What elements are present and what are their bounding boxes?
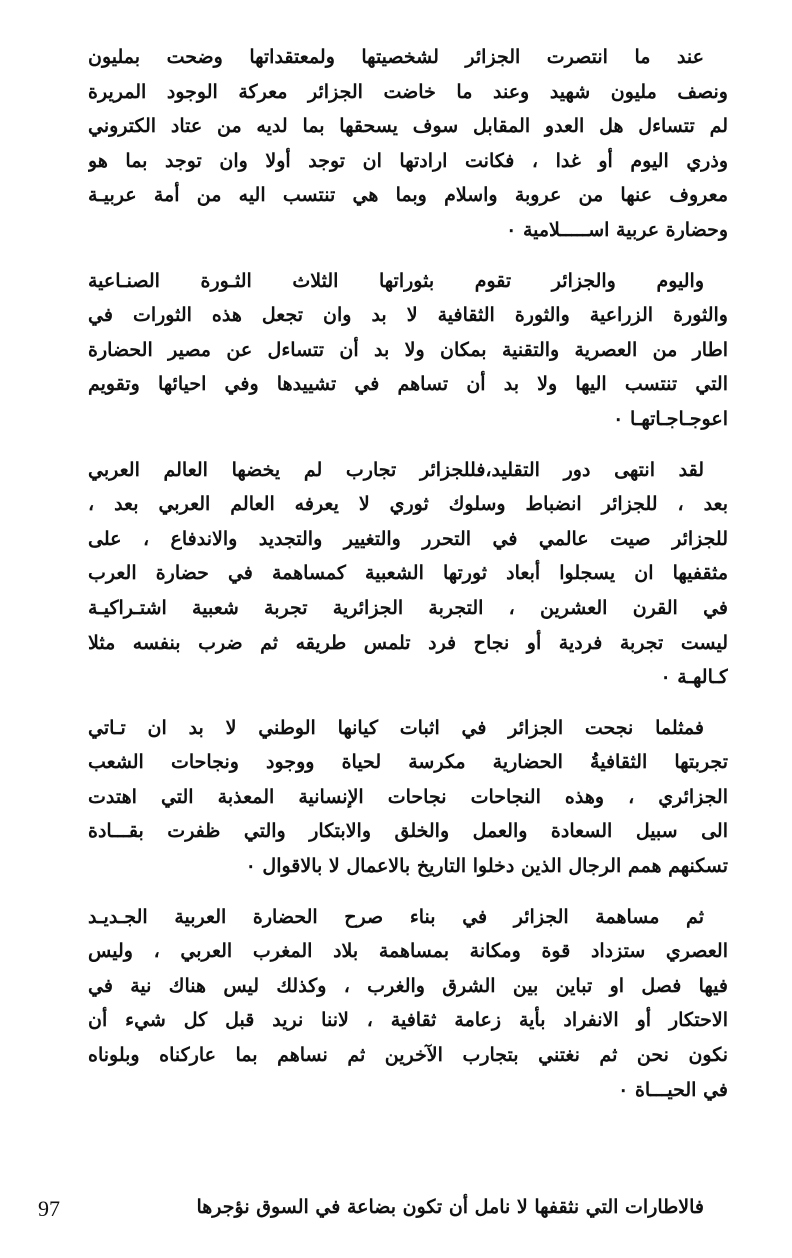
text-line: العصري ستزداد قوة ومكانة بمساهمة بلاد المغرب العربي ، وليس	[88, 940, 728, 963]
text-line: ثم مساهمة الجزائر في بناء صرح الحضارة العربية الجـديـد	[88, 905, 704, 928]
text-line: واليوم والجزائر تقوم بثوراتها الثلاث الثـورة الصنـاعية	[88, 269, 704, 292]
text-line: الى سبيل السعادة والعمل والخلق والابتكار والتي ظفرت بقـــادة	[88, 820, 728, 843]
text-line: بعد ، للجزائر انضباط وسلوك ثوري لا يعرفه العالم العربي بعد ،	[88, 493, 728, 516]
text-line: كـالهـة ٠	[660, 666, 728, 689]
text-line: اعوجـاجـاتهـا ٠	[613, 407, 728, 430]
text-line: اطار من العصرية والتقنية بمكان ولا بد أن تتساءل عن مصير الحضارة	[88, 338, 728, 361]
paragraph	[88, 900, 728, 1108]
paragraph	[88, 40, 728, 248]
text-line: لقد انتهى دور التقليد،فللجزائر تجارب لم يخضها العالم العربي	[88, 458, 704, 481]
text-line: والثورة الزراعية والثورة الثقافية لا بد وان تجعل هذه الثورات في	[88, 304, 728, 327]
text-line: مثقفيها ان يسجلوا أبعاد ثورتها الشعبية كمساهمة في حضارة العرب	[88, 562, 728, 585]
text-line: معروف عنها من عروبة واسلام وبما هي تنتسب اليه من أمة عربيـة	[88, 184, 728, 207]
body-text	[88, 40, 728, 1123]
page-number: 97	[38, 1196, 60, 1221]
text-line: تجربتها الثقافيةُ الحضارية مكرسة لحياة ووجود ونجاحات الشعب	[88, 751, 728, 774]
text-line: للجزائر صيت عالمي في التحرر والتغيير والتجديد والاندفاع ، على	[88, 527, 728, 550]
text-line: فمثلما نجحت الجزائر في اثبات كيانها الوطني لا بد ان تـاتي	[88, 716, 704, 739]
paragraph	[88, 453, 728, 695]
text-line: ونصف مليون شهيد وعند ما خاضت الجزائر معركة الوجود المريرة	[88, 80, 728, 103]
text-line: لم تتساءل هل العدو المقابل سوف يسحقها بما لديه من عتاد الكتروني	[88, 115, 728, 138]
text-line: عند ما انتصرت الجزائر لشخصيتها ولمعتقداتها وضحت بمليون	[88, 46, 704, 68]
text-line: ليست تجربة فردية أو نجاح فرد تلمس طريقه ثم ضرب بنفسه مثلا	[88, 631, 728, 654]
text-line: فيها فصل او تباين بين الشرق والغرب ، وكذلك ليس هناك نية في	[88, 974, 728, 997]
text-line: نكون نحن ثم نغتني بتجارب الآخرين ثم نساهم بما عاركناه وبلوناه	[88, 1044, 728, 1067]
text-line: الاحتكار أو الانفراد بأية زعامة ثقافية ، لاننا نريد قبل كل شيء أن	[88, 1009, 728, 1032]
text-line: تسكنهم همم الرجال الذين دخلوا التاريخ بالاعمال لا بالاقوال ٠	[245, 855, 728, 878]
text-line: الجزائري ، وهذه النجاحات نجاحات الإنسانية المعذبة التي اهتدت	[88, 785, 728, 808]
text-line: في القرن العشرين ، التجربة الجزائرية تجربة شعبية اشتـراكيـة	[88, 596, 728, 619]
text-line: في الحيـــاة ٠	[618, 1078, 728, 1101]
paragraph	[88, 711, 728, 884]
text-line: وحضارة عربية اســـــلامية ٠	[506, 218, 728, 241]
footer-text-line: فالاطارات التي نثقفها لا نامل أن تكون بضاعة في السوق نؤجرها	[196, 1196, 704, 1218]
text-line: وذري اليوم أو غدا ، فكانت ارادتها ان توجد أولا وان توجد بما هو	[88, 149, 728, 172]
text-line: التي تنتسب اليها ولا بد أن تساهم في تشييدها وفي احيائها وتقويم	[88, 373, 728, 396]
paragraph	[88, 264, 728, 437]
